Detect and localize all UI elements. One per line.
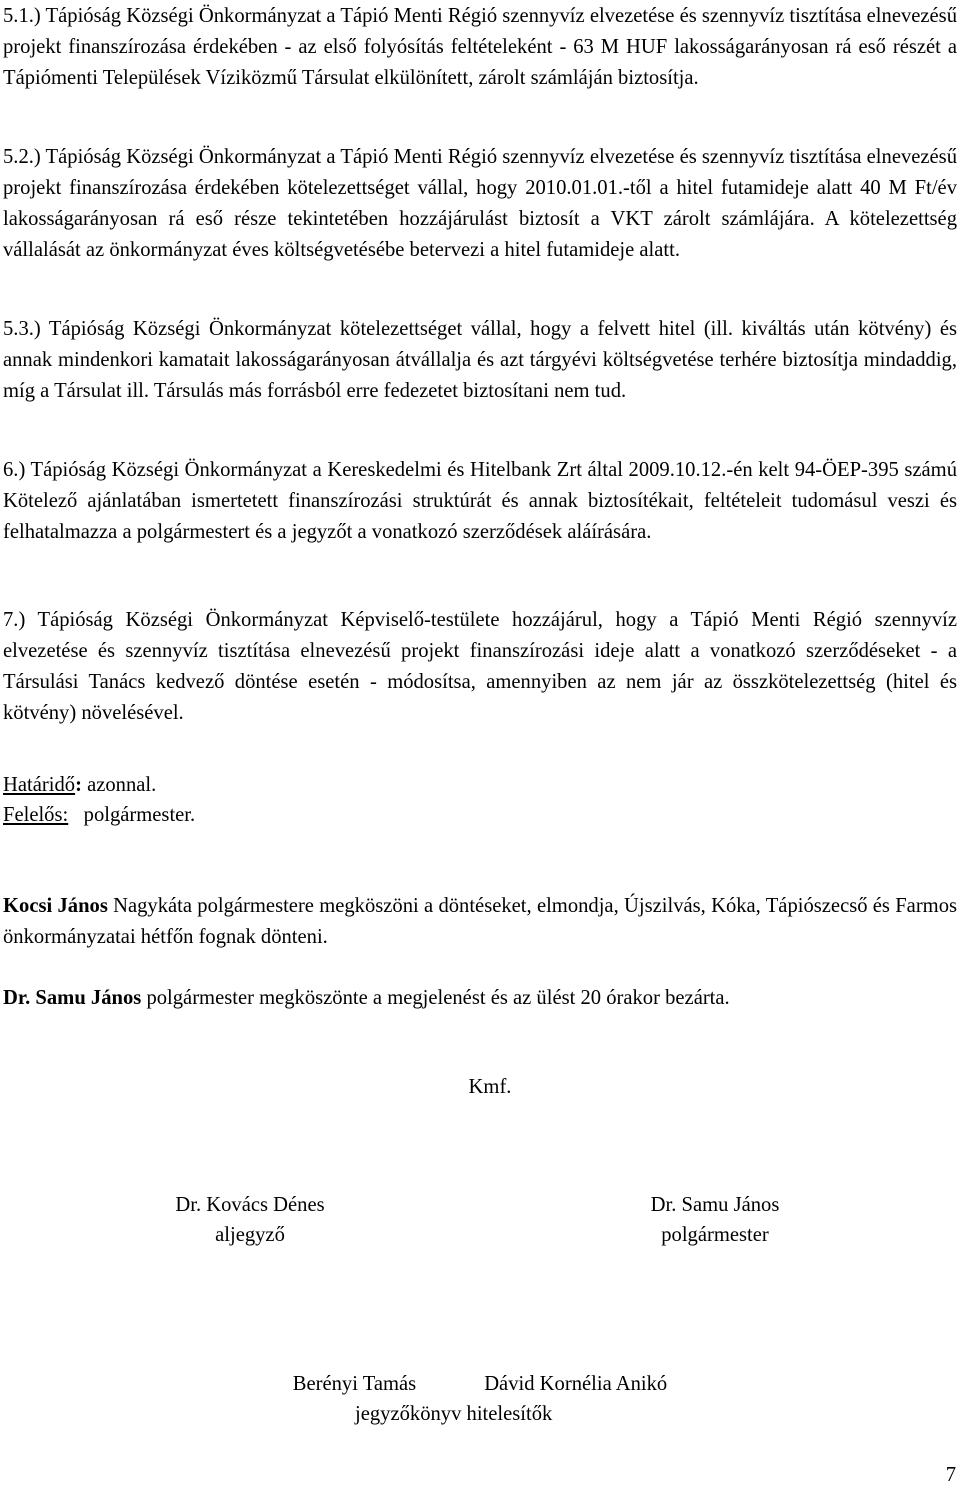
certifiers-role: jegyzőkönyv hitelesítők bbox=[355, 1403, 553, 1425]
resolution-item-5-3: 5.3.) Tápióság Községi Önkormányzat kötelezettséget vállal, hogy a felvett hitel (ill. kiváltás után kötvény) és annak mindenkori kamatait lakosságarányosan átvállalja és azt tárgyévi költségvetése terhére biztosítja mindaddig, míg a Társulat ill. Társulás más forrásból erre fedezetet biztosítani nem tud. bbox=[3, 318, 957, 402]
kmf-label: Kmf. bbox=[468, 1076, 512, 1098]
responsible-value: polgármester. bbox=[68, 804, 196, 826]
certifier-name-1: Berényi Tamás bbox=[292, 1373, 417, 1395]
responsible-label: Felelős: bbox=[3, 804, 69, 826]
statement-text: Nagykáta polgármestere megköszöni a döntéseket, elmondja, Újszilvás, Kóka, Tápiószecső és Farmos önkormányzatai hétfőn fognak dönteni. bbox=[3, 895, 958, 948]
signatory-name: Dr. Kovács Dénes bbox=[175, 1194, 325, 1216]
closing-statement-kocsi bbox=[3, 891, 957, 953]
signatory-role: aljegyző bbox=[215, 1224, 285, 1246]
deadline-label: Határidő bbox=[3, 774, 76, 796]
signatory-role: polgármester bbox=[661, 1224, 769, 1246]
resolution-item-7: 7.) Tápióság Községi Önkormányzat Képviselő-testülete hozzájárul, hogy a Tápió Menti Régió szennyvíz elvezetése és szennyvíz tisztítása elnevezésű projekt finanszírozási ideje alatt a vonatkozó szerződéseket - a Társulási Tanács kedvező döntése esetén - módosítsa, amennyiben az nem jár az összkötelezettség (hitel és kötvény) növelésével. bbox=[3, 609, 957, 724]
responsible-line bbox=[3, 800, 957, 831]
speaker-name: Dr. Samu János bbox=[3, 987, 142, 1009]
deadline-line bbox=[3, 770, 957, 801]
certifier-names bbox=[230, 1369, 730, 1399]
certifier-name-2: Dávid Kornélia Anikó bbox=[484, 1373, 668, 1395]
page-number: 7 bbox=[945, 1464, 956, 1486]
speaker-name: Kocsi János bbox=[3, 895, 108, 917]
signature-left bbox=[130, 1190, 370, 1250]
resolution-item-6: 6.) Tápióság Községi Önkormányzat a Kereskedelmi és Hitelbank Zrt által 2009.10.12.-én kelt 94-ÖEP-395 számú Kötelező ajánlatában ismertetett finanszírozási struktúrát és annak biztosítékait, feltételeit tudomásul veszi és felhatalmazza a polgármestert és a jegyzőt a vonatkozó szerződések aláírására. bbox=[3, 459, 957, 543]
certifiers-block bbox=[230, 1369, 730, 1429]
resolution-item-5-1: 5.1.) Tápióság Községi Önkormányzat a Tápió Menti Régió szennyvíz elvezetése és szennyvíz tisztítása elnevezésű projekt finanszírozása érdekében - az első folyósítás feltételeként - 63 M HUF lakosságarányosan rá eső részét a Tápiómenti Települések Víziközmű Társulat elkülönített, zárolt számláján biztosítja. bbox=[3, 5, 957, 89]
deadline-value: azonnal. bbox=[81, 774, 157, 796]
statement-text: polgármester megköszönte a megjelenést és az ülést 20 órakor bezárta. bbox=[141, 987, 730, 1009]
signatory-name: Dr. Samu János bbox=[650, 1194, 780, 1216]
signature-right bbox=[595, 1190, 835, 1250]
closing-statement-samu bbox=[3, 983, 957, 1014]
deadline-colon: : bbox=[75, 774, 82, 796]
resolution-item-5-2: 5.2.) Tápióság Községi Önkormányzat a Tápió Menti Régió szennyvíz elvezetése és szennyvíz tisztítása elnevezésű projekt finanszírozása érdekében kötelezettséget vállal, hogy 2010.01.01.-től a hitel futamideje alatt 40 M Ft/év lakosságarányosan rá eső része tekintetében hozzájárulást biztosít a VKT zárolt számlájára. A kötelezettség vállalását az önkormányzat éves költségvetésébe betervezi a hitel futamideje alatt. bbox=[3, 146, 957, 261]
